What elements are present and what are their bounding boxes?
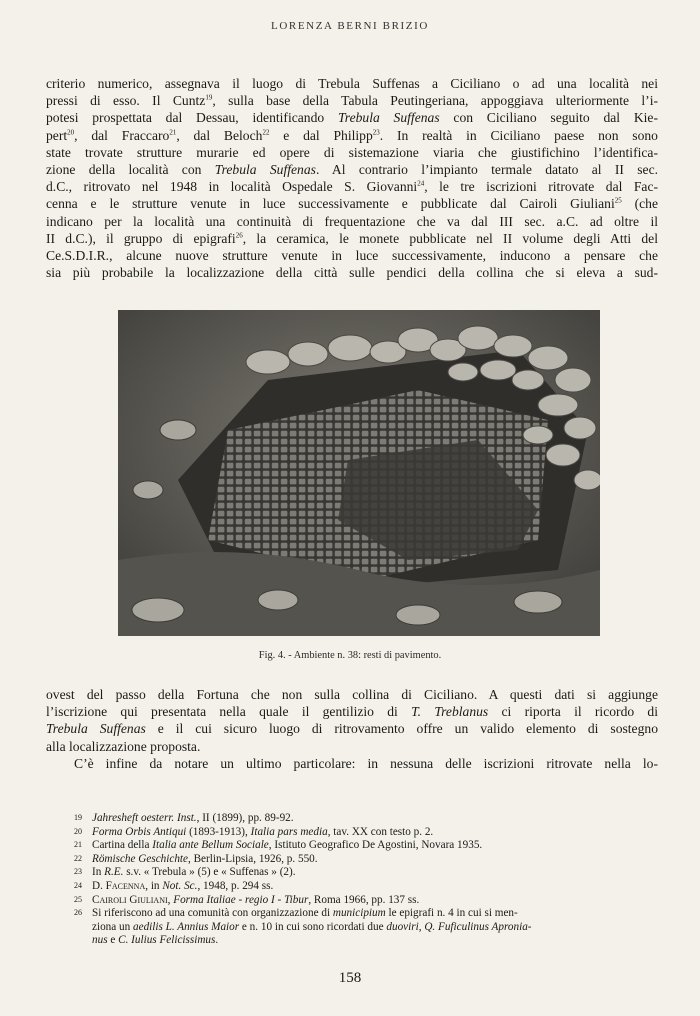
text-line: l’iscrizione qui presentata nella quale il gentilizio di T. Treblanus ci riporta il ricordo di: [46, 704, 659, 720]
footnote-ref: 23: [372, 128, 380, 137]
footnote-ref: 19: [205, 93, 213, 102]
text-line: indicano per la località una continuità di frequentazione che va dal III sec. a.C. ad oltre il: [46, 213, 658, 229]
footnote: 23 In R.E. s.v. « Trebula » (5) e « Suffenas » (2).: [74, 866, 296, 879]
text-line: ovest del passo della Fortuna che non sulla collina di Ciciliano. A questi dati si aggiunge: [46, 687, 658, 702]
text-line: cenna e le strutture venute in luce successivamente e pubblicate dal Cairoli Giuliani$^{25}$ (che: [46, 196, 658, 212]
text-line: pressi di esso. Il Cuntz$^{19}$, sulla base della Tabula Peutingeriana, appoggiava ulteriormente l’i-: [46, 93, 658, 109]
text-line: pert$^{20}$, dal Fraccaro$^{21}$, dal Beloch$^{22}$ e dal Philipp$^{23}$. In realtà in Ciciliano paese non sono: [46, 127, 658, 143]
text-line: Trebula Suffenas e il cui sicuro luogo di ritrovamento offre un valido elemento di sostegno: [46, 721, 658, 737]
footnote-ref: 22: [262, 128, 270, 137]
footnote: 26 Si riferiscono ad una comunità con organizzazione di municipium le epigrafi n. 4 in cui si men-: [74, 907, 518, 920]
paragraph-2: [46, 686, 658, 772]
text-line: alla localizzazione proposta.: [46, 738, 201, 754]
footnote: 21 Cartina della Italia ante Bellum Sociale, Istituto Geografico De Agostini, Novara 1935.: [74, 839, 483, 852]
text-line: sia più probabile la localizzazione della città sulle pendici della collina che si eleva a sud-: [46, 265, 658, 281]
paragraph-1: [46, 75, 658, 281]
footnote-ref: 26: [235, 231, 243, 240]
footnote-ref: 20: [67, 128, 75, 137]
footnote-continuation: nus e C. Iulius Felicissimus.: [92, 934, 219, 947]
footnote: 20 Forma Orbis Antiqui (1893-1913), Italia pars media, tav. XX con testo p. 2.: [74, 825, 434, 838]
footnote: 24 D. Facenna, in Not. Sc., 1948, p. 294 ss.: [74, 879, 274, 892]
paragraph-3: C’è infine da notare un ultimo particolare: in nessuna delle iscrizioni ritrovate nella lo-: [74, 755, 658, 771]
footnote-continuation: ziona un aedilis L. Annius Maior e n. 10 in cui sono ricordati due duoviri, Q. Fuficulinus Apronia-: [92, 920, 532, 933]
text-line: d.C., ritrovato nel 1948 in località Ospedale S. Giovanni$^{24}$, le tre iscrizioni ritrovate dal Fac-: [46, 179, 659, 195]
footnotes: [48, 812, 648, 948]
page-number: 158: [338, 970, 362, 986]
running-head: LORENZA BERNI BRIZIO: [271, 20, 429, 32]
text-line: state trovate strutture murarie ed opere di sistemazione viaria che giustifichino l’identifica-: [46, 144, 658, 160]
excavation-photo: [118, 310, 600, 636]
pavement-remains-image: [118, 310, 600, 636]
footnote: 19 Jahresheft oesterr. Inst., II (1899), pp. 89-92.: [74, 812, 294, 824]
text-line: potesi prospettata dal Dessau, identificando Trebula Suffenas con Ciciliano seguito dal Kie-: [46, 110, 658, 126]
footnote-ref: 21: [169, 128, 177, 137]
footnote: 25 Cairoli Giuliani, Forma Italiae - regio I - Tibur, Roma 1966, pp. 137 ss.: [74, 893, 420, 906]
footnote-ref: 25: [614, 196, 622, 205]
text-line: II d.C.), il gruppo di epigrafi$^{26}$, la ceramica, le monete pubblicate nel II volume degli Atti del: [46, 230, 658, 246]
text-line: zione della località con Trebula Suffenas. Al contrario l’impianto termale datato al II sec.: [46, 162, 659, 178]
text-line: Ce.S.D.I.R., alcune nuove strutture venute in luce successivamente, inducono a pensare che: [46, 248, 658, 264]
footnote: 22 Römische Geschichte, Berlin-Lipsia, 1926, p. 550.: [74, 852, 318, 865]
footnote-ref: 24: [417, 179, 425, 188]
text-line: criterio numerico, assegnava il luogo di Trebula Suffenas a Ciciliano o ad una località nei: [46, 76, 658, 91]
figure-caption: Fig. 4. - Ambiente n. 38: resti di pavimento.: [258, 650, 442, 661]
